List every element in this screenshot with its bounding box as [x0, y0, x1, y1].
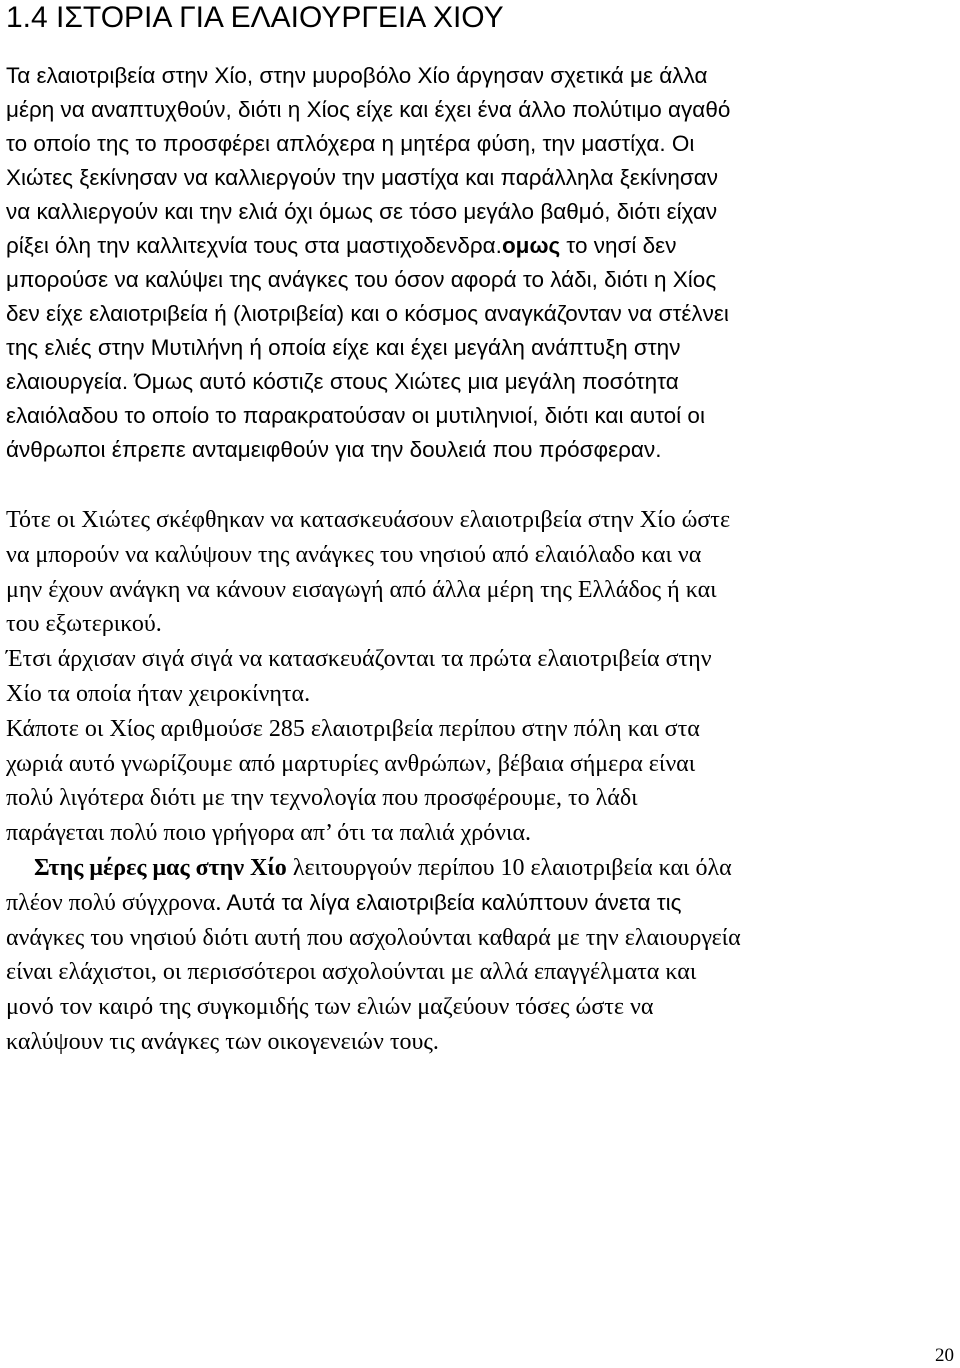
text-line: του εξωτερικού.	[6, 611, 162, 638]
text-line: Χιώτες ξεκίνησαν να καλλιεργούν την μαστίχα και παράλληλα ξεκίνησαν	[6, 165, 718, 190]
text-line: ελαιουργεία. Όμως αυτό κόστιζε στους Χιώτες μια μεγάλη ποσότητα	[6, 369, 679, 394]
intro-paragraph	[6, 59, 956, 467]
page-number: 20	[935, 1345, 954, 1366]
text-segment: ρίξει όλη την καλλιτεχνία τους στα μαστιχοδενδρα.	[6, 233, 502, 258]
text-line: άνθρωποι έπρεπε ανταμειφθούν για την δουλειά που πρόσφεραν.	[6, 437, 662, 462]
text-line: δεν είχε ελαιοτριβεία ή (λιοτριβεία) και ο κόσμος αναγκάζονταν να στέλνει	[6, 301, 729, 326]
text-line: το οποίο της το προσφέρει απλόχερα η μητέρα φύση, την μαστίχα. Οι	[6, 131, 695, 156]
section-heading: 1.4 ΙΣΤΟΡΙΑ ΓΙΑ ΕΛΑΙΟΥΡΓΕΙΑ ΧΙΟΥ	[6, 1, 504, 34]
text-line: Χίο τα οποία ήταν χειροκίνητα.	[6, 680, 311, 707]
text-segment: λειτουργούν περίπου 10 ελαιοτριβεία και όλα	[286, 854, 732, 881]
text-line: παράγεται πολύ ποιο γρήγορα απ’ ότι τα παλιά χρόνια.	[6, 820, 532, 847]
text-line: Κάποτε οι Χίος αριθμούσε 285 ελαιοτριβεία περίπου στην πόλη και στα	[6, 715, 700, 742]
text-line: μέρη να αναπτυχθούν, διότι η Χίος είχε και έχει ένα άλλο πολύτιμο αγαθό	[6, 97, 731, 122]
main-paragraphs	[6, 503, 956, 1060]
bold-word: ομως	[501, 233, 561, 258]
text-line: Τα ελαιοτριβεία στην Χίο, στην μυροβόλο Χίο άργησαν σχετικά με άλλα	[6, 63, 708, 88]
text-segment: Αυτά τα λίγα ελαιοτριβεία καλύπτουν άνετα τις	[221, 889, 682, 915]
text-line: να μπορούν να καλύψουν της ανάγκες του νησιού από ελαιόλαδο και να	[6, 541, 702, 568]
text-line: πολύ λιγότερα διότι με την τεχνολογία που προσφέρουμε, το λάδι	[6, 785, 638, 812]
text-segment: πλέον πολύ σύγχρονα.	[6, 889, 222, 916]
text-line: ελαιόλαδου το οποίο το παρακρατούσαν οι μυτιληνιοί, διότι και αυτοί οι	[6, 403, 705, 428]
text-line-with-bold	[6, 229, 956, 263]
text-line: είναι ελάχιστοι, οι περισσότεροι ασχολούνται με αλλά επαγγέλματα και	[6, 959, 697, 986]
text-line: να καλλιεργούν και την ελιά όχι όμως σε τόσο μεγάλο βαθμό, διότι είχαν	[6, 199, 718, 224]
bold-phrase: Στης μέρες μας στην Χίο	[34, 854, 287, 881]
text-line: μην έχουν ανάγκη να κάνουν εισαγωγή από άλλα μέρη της Ελλάδος ή και	[6, 576, 717, 603]
text-line: μπορούσε να καλύψει της ανάγκες του όσον αφορά το λάδι, διότι η Χίος	[6, 267, 717, 292]
text-line-mixed	[6, 886, 956, 921]
text-line: Τότε οι Χιώτες σκέφθηκαν να κατασκευάσουν ελαιοτριβεία στην Χίο ώστε	[6, 507, 731, 533]
text-line: χωριά αυτό γνωρίζουμε από μαρτυρίες ανθρώπων, βέβαια σήμερα είναι	[6, 750, 696, 777]
text-line: μονό τον καιρό της συγκομιδής των ελιών μαζεύουν τόσες ώστε να	[6, 994, 654, 1021]
text-line: ανάγκες του νησιού διότι αυτή που ασχολούνται καθαρά με την ελαιουργεία	[6, 924, 741, 951]
text-line: Έτσι άρχισαν σιγά σιγά να κατασκευάζονται τα πρώτα ελαιοτριβεία στην	[6, 646, 712, 673]
text-line-with-bold	[6, 851, 956, 886]
text-segment: το νησί δεν	[560, 233, 677, 258]
text-line: της ελιές στην Μυτιλήνη ή οποία είχε και έχει μεγάλη ανάπτυξη στην	[6, 335, 681, 360]
text-line: καλύψουν τις ανάγκες των οικογενειών τους.	[6, 1028, 439, 1055]
